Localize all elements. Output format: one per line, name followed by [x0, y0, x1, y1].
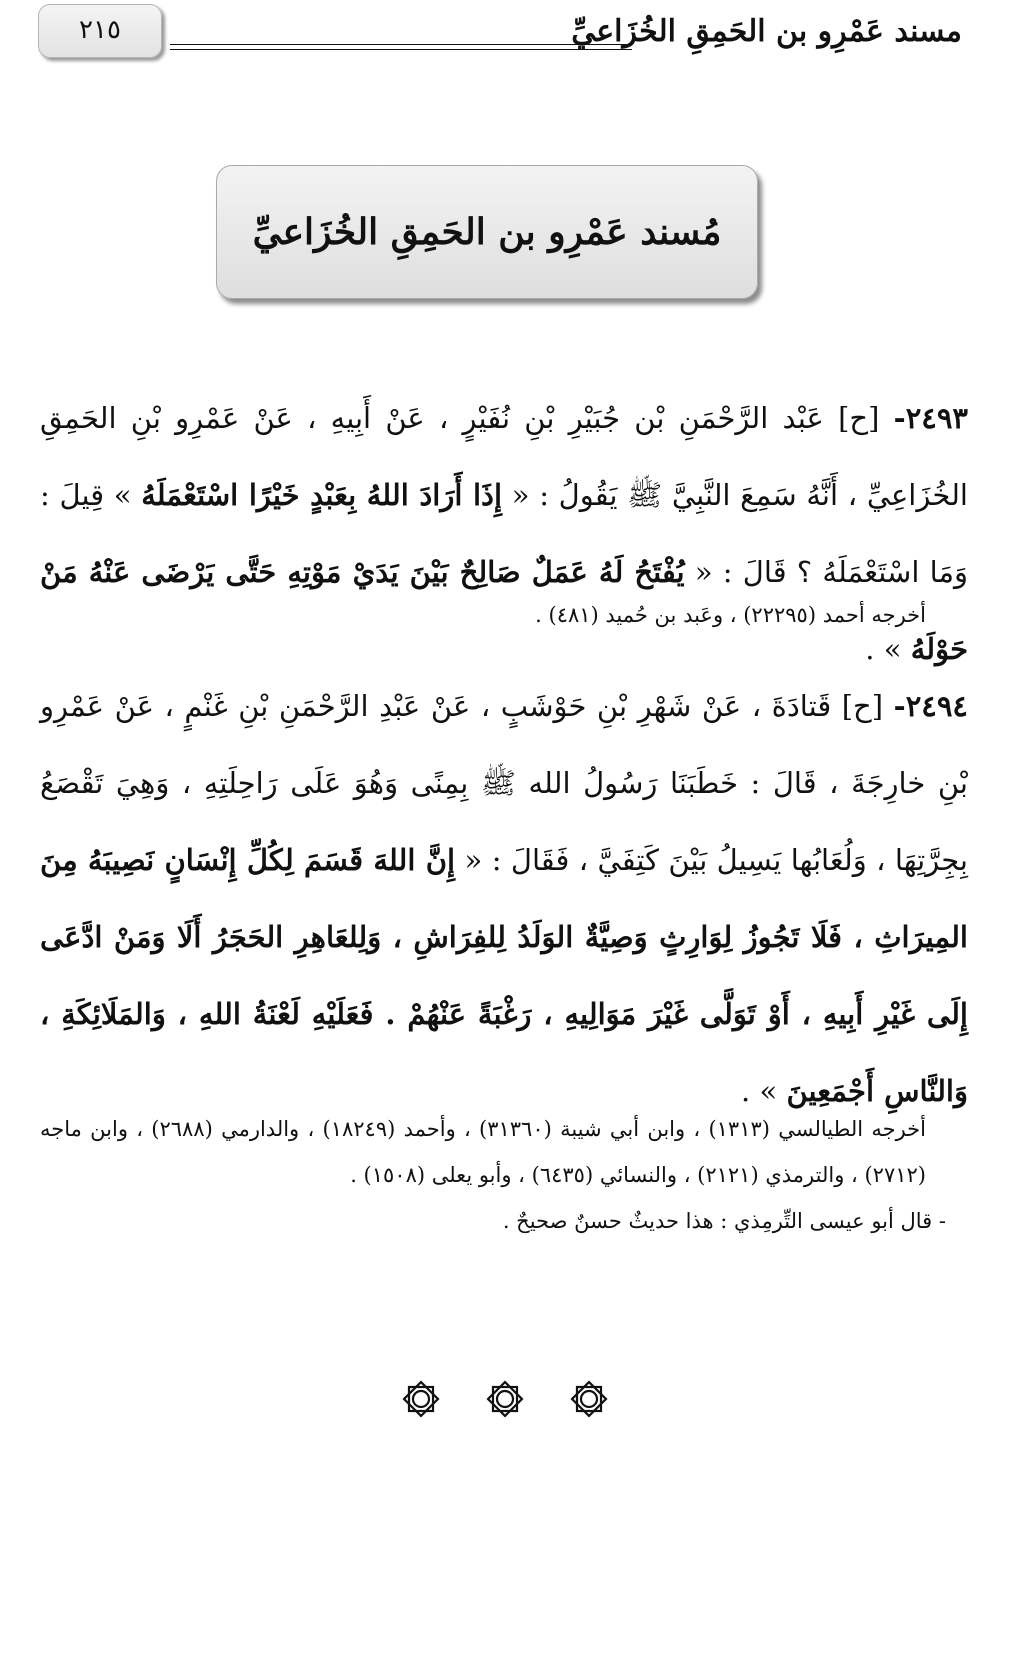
hadith-matn: يُفْتَحُ لَهُ عَمَلٌ صَالِحٌ بَيْنَ يَدَيْ مَوْتِهِ حَتَّى يَرْضَى عَنْهُ مَنْ حَوْلَهُ	[40, 555, 968, 666]
hadith-matn: إِنَّ اللهَ قَسَمَ لِكُلِّ إِنْسَانٍ نَصِيبَهُ مِنَ المِيرَاثِ ، فَلَا تَجُوزُ لِوَارِثٍ وَصِيَّةٌ الوَلَدُ لِلفِرَاشِ ، وَلِلعَاهِرِ الحَجَرُ أَلَا وَمَنْ ادَّعَى إِلَى غَيْرِ أَبِيهِ ، أَوْ تَوَلَّى غَيْرَ مَوَالِيهِ ، رَغْبَةً عَنْهُمْ . فَعَلَيْهِ لَعْنَةُ اللهِ ، وَالمَلَائِكَةِ ، وَالنَّاسِ أَجْمَعِينَ	[40, 843, 968, 1108]
hadith-2494	[40, 668, 968, 1130]
ornament-divider	[0, 1378, 1010, 1420]
hadith-matn: إِذَا أَرَادَ اللهُ بِعَبْدٍ خَيْرًا اسْتَعْمَلَهُ	[141, 478, 503, 512]
hadith-2493	[40, 380, 968, 688]
header-rule	[170, 44, 632, 50]
hadith-text: » قِيلَ : وَمَا اسْتَعْمَلَهُ ؟ قَالَ : «	[40, 478, 969, 589]
star-ornament-icon	[400, 1378, 442, 1420]
hadith-isnad: [ح] عَبْد الرَّحْمَنِ بْن جُبَيْرِ بْنِ نُفَيْرٍ ، عَنْ أَبِيهِ ، عَنْ عَمْرِو بْنِ الحَمِقِ الخُزَاعِيِّ ، أَنَّهُ سَمِعَ النَّبِيَّ ﷺ يَقُولُ : «	[40, 401, 968, 512]
hadith-end: » .	[865, 632, 911, 666]
star-ornament-icon	[484, 1378, 526, 1420]
section-title-box	[216, 165, 758, 299]
section-title: مُسند عَمْرِو بن الحَمِقِ الخُزَاعيِّ	[252, 211, 722, 253]
running-header-title: مسند عَمْرِو بن الحَمِقِ الخُزَاعيِّ	[571, 14, 962, 49]
takhrij-2494: أخرجه الطيالسي (١٣١٣) ، وابن أبي شيبة (٣١٣٦٠) ، وأحمد (١٨٢٤٩) ، والدارمي (٢٦٨٨) ، وابن ماجه (٢٧١٢) ، والترمذي (٢١٢١) ، والنسائي (٦٤٣٥) ، وأبو يعلى (١٥٠٨) .	[40, 1117, 926, 1187]
hadith-number: ٢٤٩٣-	[893, 401, 969, 435]
tirmidhi-note: - قال أبو عيسى التِّرمِذي : هذا حديثٌ حسنٌ صحيحٌ .	[502, 1209, 946, 1233]
page-number-tab: ٢١٥	[38, 4, 162, 58]
hadith-number: ٢٤٩٤-	[893, 689, 968, 723]
hadith-isnad: [ح] قَتادَةَ ، عَنْ شَهْرِ بْنِ حَوْشَبٍ ، عَنْ عَبْدِ الرَّحْمَنِ بْنِ غَنْمٍ ، عَنْ عَمْرِو بْنِ خارِجَةَ ، قَالَ : خَطَبَنَا رَسُولُ الله ﷺ بِمِنًى وَهُوَ عَلَى رَاحِلَتِهِ ، وَهِيَ تَقْصَعُ بِجِرَّتِهَا ، وَلُعَابُها يَسِيلُ بَيْنَ كَتِفَيَّ ، فَقَالَ : «	[40, 689, 968, 877]
hadith-end: » .	[741, 1074, 787, 1108]
star-ornament-icon	[568, 1378, 610, 1420]
takhrij-2493: أخرجه أحمد (٢٢٢٩٥) ، وعَبد بن حُميد (٤٨١) .	[535, 603, 926, 627]
